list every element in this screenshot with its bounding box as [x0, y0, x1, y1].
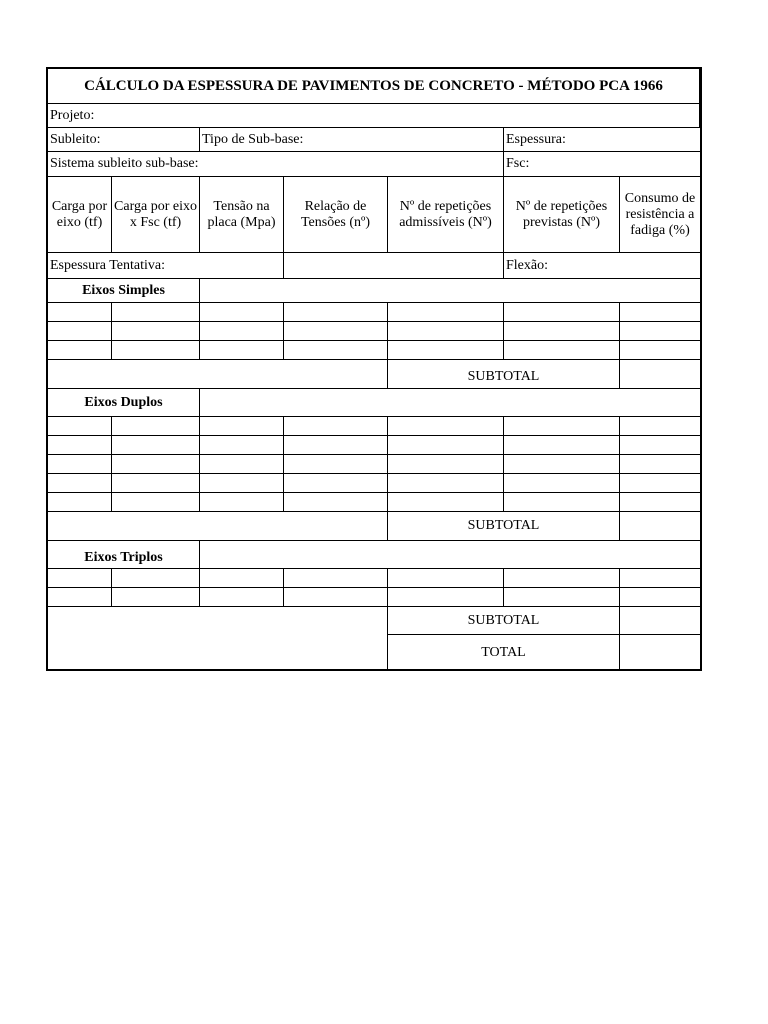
espessura-tentativa-field[interactable]: Espessura Tentativa:	[48, 253, 284, 279]
espessura-field[interactable]: Espessura:	[504, 128, 700, 152]
col-header-relacao: Relação de Tensões (nº)	[284, 177, 388, 253]
subtotal-duplos-label: SUBTOTAL	[388, 512, 620, 541]
table-cell[interactable]	[620, 569, 700, 588]
table-cell[interactable]	[504, 455, 620, 474]
table-cell[interactable]	[504, 303, 620, 322]
table-cell[interactable]	[200, 322, 284, 341]
table-cell[interactable]	[504, 493, 620, 512]
table-cell[interactable]	[200, 493, 284, 512]
table-cell[interactable]	[48, 569, 112, 588]
table-cell[interactable]	[112, 322, 200, 341]
table-cell[interactable]	[112, 303, 200, 322]
table-cell[interactable]	[388, 436, 504, 455]
col-header-carga-fsc: Carga por eixo x Fsc (tf)	[112, 177, 200, 253]
subleito-field[interactable]: Subleito:	[48, 128, 200, 152]
table-cell[interactable]	[112, 341, 200, 360]
subtotal-simples-label: SUBTOTAL	[388, 360, 620, 389]
table-cell[interactable]	[200, 436, 284, 455]
section-eixos-simples-blank	[200, 279, 700, 303]
table-cell[interactable]	[504, 436, 620, 455]
table-cell[interactable]	[200, 341, 284, 360]
table-cell[interactable]	[48, 493, 112, 512]
espessura-tentativa-value[interactable]	[284, 253, 504, 279]
table-cell[interactable]	[388, 303, 504, 322]
subtotal-duplos-value[interactable]	[620, 512, 700, 541]
table-cell[interactable]	[48, 303, 112, 322]
table-cell[interactable]	[284, 493, 388, 512]
col-header-consumo: Consumo de resistência a fadiga (%)	[620, 177, 700, 253]
table-cell[interactable]	[620, 455, 700, 474]
table-cell[interactable]	[200, 569, 284, 588]
table-cell[interactable]	[48, 417, 112, 436]
table-cell[interactable]	[284, 303, 388, 322]
table-cell[interactable]	[388, 341, 504, 360]
table-cell[interactable]	[48, 588, 112, 607]
table-cell[interactable]	[620, 303, 700, 322]
table-cell[interactable]	[388, 569, 504, 588]
fsc-field[interactable]: Fsc:	[504, 152, 700, 177]
table-cell[interactable]	[388, 322, 504, 341]
tipo-sub-base-field[interactable]: Tipo de Sub-base:	[200, 128, 504, 152]
table-cell[interactable]	[48, 436, 112, 455]
table-cell[interactable]	[284, 455, 388, 474]
table-cell[interactable]	[504, 569, 620, 588]
table-cell[interactable]	[284, 569, 388, 588]
table-cell[interactable]	[620, 474, 700, 493]
col-header-carga-por-eixo: Carga por eixo (tf)	[48, 177, 112, 253]
table-cell[interactable]	[112, 569, 200, 588]
section-eixos-triplos: Eixos Triplos	[48, 541, 200, 569]
table-cell[interactable]	[504, 322, 620, 341]
table-cell[interactable]	[620, 322, 700, 341]
section-eixos-simples: Eixos Simples	[48, 279, 200, 303]
table-cell[interactable]	[48, 455, 112, 474]
table-cell[interactable]	[284, 436, 388, 455]
total-label: TOTAL	[388, 635, 620, 671]
table-cell[interactable]	[48, 341, 112, 360]
table-cell[interactable]	[388, 588, 504, 607]
table-cell[interactable]	[48, 474, 112, 493]
table-cell[interactable]	[200, 588, 284, 607]
table-cell[interactable]	[388, 493, 504, 512]
table-cell[interactable]	[112, 417, 200, 436]
table-cell[interactable]	[284, 588, 388, 607]
table-cell[interactable]	[620, 436, 700, 455]
table-cell[interactable]	[112, 588, 200, 607]
table-cell[interactable]	[112, 455, 200, 474]
table-cell[interactable]	[284, 341, 388, 360]
total-value[interactable]	[620, 635, 700, 671]
table-cell[interactable]	[388, 474, 504, 493]
table-cell[interactable]	[112, 474, 200, 493]
table-cell[interactable]	[388, 455, 504, 474]
projeto-field[interactable]: Projeto:	[48, 104, 700, 128]
table-cell[interactable]	[48, 322, 112, 341]
table-cell[interactable]	[620, 588, 700, 607]
section-eixos-duplos: Eixos Duplos	[48, 389, 200, 417]
sistema-subleito-field[interactable]: Sistema subleito sub-base:	[48, 152, 504, 177]
section-eixos-triplos-blank	[200, 541, 700, 569]
subtotal-simples-value[interactable]	[620, 360, 700, 389]
table-cell[interactable]	[620, 417, 700, 436]
table-cell[interactable]	[112, 493, 200, 512]
col-header-tensao: Tensão na placa (Mpa)	[200, 177, 284, 253]
table-cell[interactable]	[284, 474, 388, 493]
table-cell[interactable]	[504, 417, 620, 436]
table-cell[interactable]	[620, 493, 700, 512]
table-cell[interactable]	[284, 322, 388, 341]
table-cell[interactable]	[620, 341, 700, 360]
form-title: CÁLCULO DA ESPESSURA DE PAVIMENTOS DE CONCRETO - MÉTODO PCA 1966	[48, 69, 700, 104]
flexao-field[interactable]: Flexão:	[504, 253, 700, 279]
section-eixos-duplos-blank	[200, 389, 700, 417]
table-cell[interactable]	[200, 303, 284, 322]
subtotal-triplos-label: SUBTOTAL	[388, 607, 620, 635]
col-header-rep-previstas: Nº de repetições previstas (Nº)	[504, 177, 620, 253]
col-header-rep-admissiveis: Nº de repetições admissíveis (Nº)	[388, 177, 504, 253]
subtotal-duplos-blank	[48, 512, 388, 541]
table-cell[interactable]	[112, 436, 200, 455]
table-cell[interactable]	[200, 474, 284, 493]
table-cell[interactable]	[200, 417, 284, 436]
table-cell[interactable]	[504, 588, 620, 607]
table-cell[interactable]	[504, 341, 620, 360]
subtotal-triplos-value[interactable]	[620, 607, 700, 635]
table-cell[interactable]	[284, 417, 388, 436]
pca-calculation-form	[46, 67, 702, 671]
subtotal-simples-blank	[48, 360, 388, 389]
footer-blank	[48, 607, 388, 671]
table-cell[interactable]	[504, 474, 620, 493]
table-cell[interactable]	[200, 455, 284, 474]
table-cell[interactable]	[388, 417, 504, 436]
